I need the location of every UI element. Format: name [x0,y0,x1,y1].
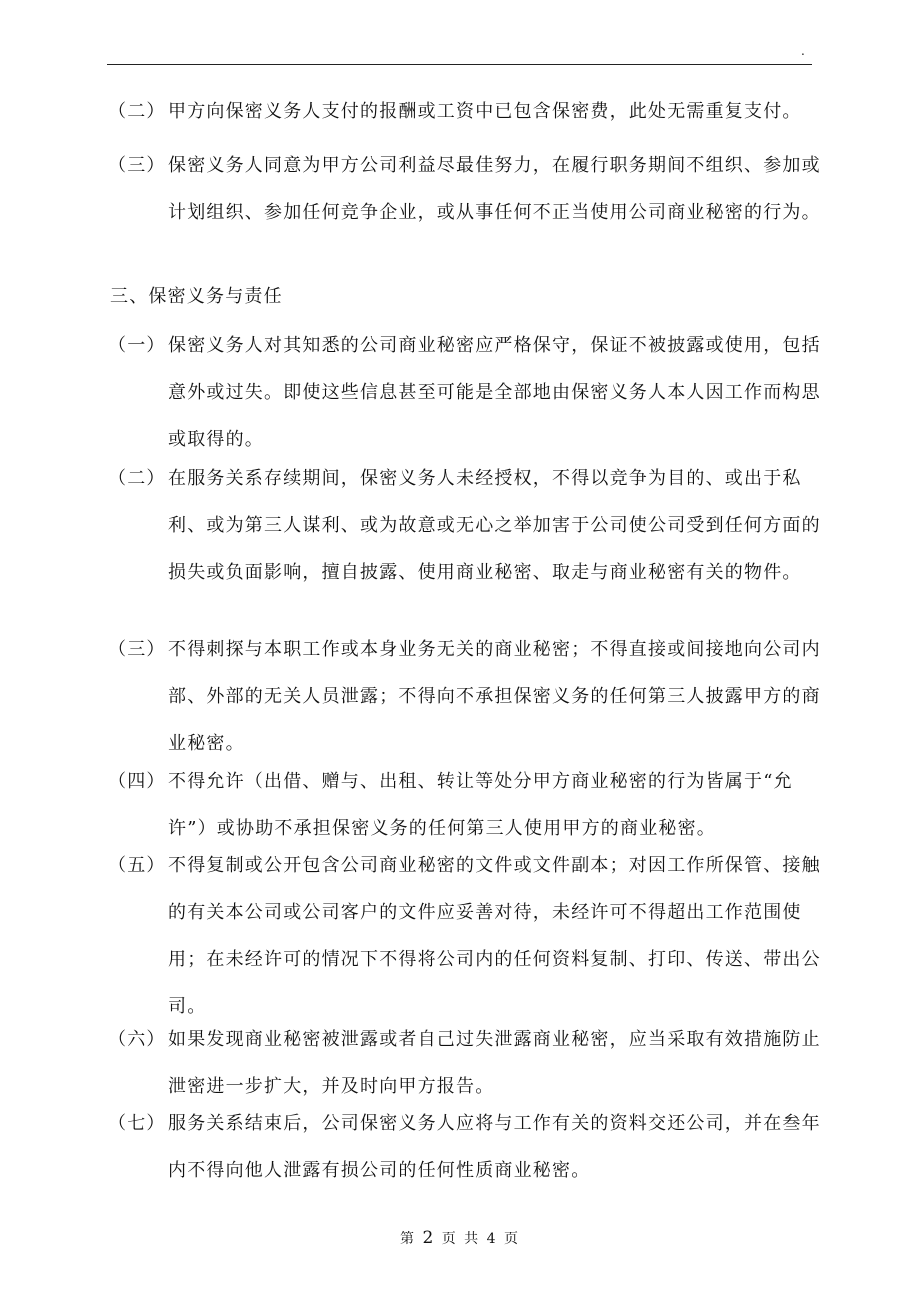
clause-label: （三） [108,155,166,176]
page-footer [0,1226,920,1251]
footer-suffix: 页 [504,1231,520,1247]
clause-label: （七） [108,1113,166,1134]
section-heading: 三、保密义务与责任 [110,286,283,307]
footer-prefix: 第 [399,1231,416,1247]
clause-text: 在服务关系存续期间，保密义务人未经授权，不得以竞争为目的、或出于私利、或为第三人谋利、或为故意或无心之举加害于公司使公司受到任何方面的损失或负面影响，擅自披露、使用商业秘密、取走与商业秘密有关的物件。 [168,468,821,583]
total-pages-number: 4 [486,1231,498,1247]
clause-text: 保密义务人对其知悉的公司商业秘密应严格保守，保证不被披露或使用，包括意外或过失。即使这些信息甚至可能是全部地由保密义务人本人因工作而构思或取得的。 [168,335,821,450]
clause-text: 不得刺探与本职工作或本身业务无关的商业秘密；不得直接或间接地向公司内部、外部的无关人员泄露；不得向不承担保密义务的任何第三人披露甲方的商业秘密。 [168,639,821,754]
clause-3-7 [108,1100,824,1194]
clause-label: （五） [108,855,166,876]
clause-label: （二） [108,468,166,489]
clause-text: 不得允许（出借、赠与、出租、转让等处分甲方商业秘密的行为皆属于“允许”）或协助不承担保密义务的任何第三人使用甲方的商业秘密。 [168,771,793,839]
clause-3-1 [108,322,824,463]
clause-3-3 [108,626,824,767]
clause-label: （三） [108,639,166,660]
clause-3-6 [108,1016,824,1110]
footer-middle: 页 共 [441,1231,481,1247]
clause-2-2 [108,88,824,135]
clause-text: 如果发现商业秘密被泄露或者自己过失泄露商业秘密，应当采取有效措施防止泄密进一步扩大，并及时向甲方报告。 [168,1029,821,1097]
clause-text: 保密义务人同意为甲方公司利益尽最佳努力，在履行职务期间不组织、参加或计划组织、参加任何竞争企业，或从事任何不正当使用公司商业秘密的行为。 [168,155,821,223]
clause-label: （二） [108,101,166,122]
clause-label: （六） [108,1029,166,1050]
clause-text: 服务关系结束后，公司保密义务人应将与工作有关的资料交还公司，并在叁年内不得向他人泄露有损公司的任何性质商业秘密。 [168,1113,821,1181]
clause-text: 不得复制或公开包含公司商业秘密的文件或文件副本；对因工作所保管、接触的有关本公司或公司客户的文件应妥善对待，未经许可不得超出工作范围使用；在未经许可的情况下不得将公司内的任何资料复制、打印、传送、带出公司。 [168,855,821,1017]
clause-3-5 [108,842,824,1030]
clause-label: （一） [108,335,166,356]
current-page-number: 2 [422,1228,436,1248]
clause-3-2 [108,455,824,596]
header-rule [107,64,812,65]
clause-label: （四） [108,771,166,792]
clause-3-4 [108,758,824,852]
clause-2-3 [108,142,824,236]
header-mark: . [801,44,805,58]
clause-text: 甲方向保密义务人支付的报酬或工资中已包含保密费，此处无需重复支付。 [168,101,802,122]
